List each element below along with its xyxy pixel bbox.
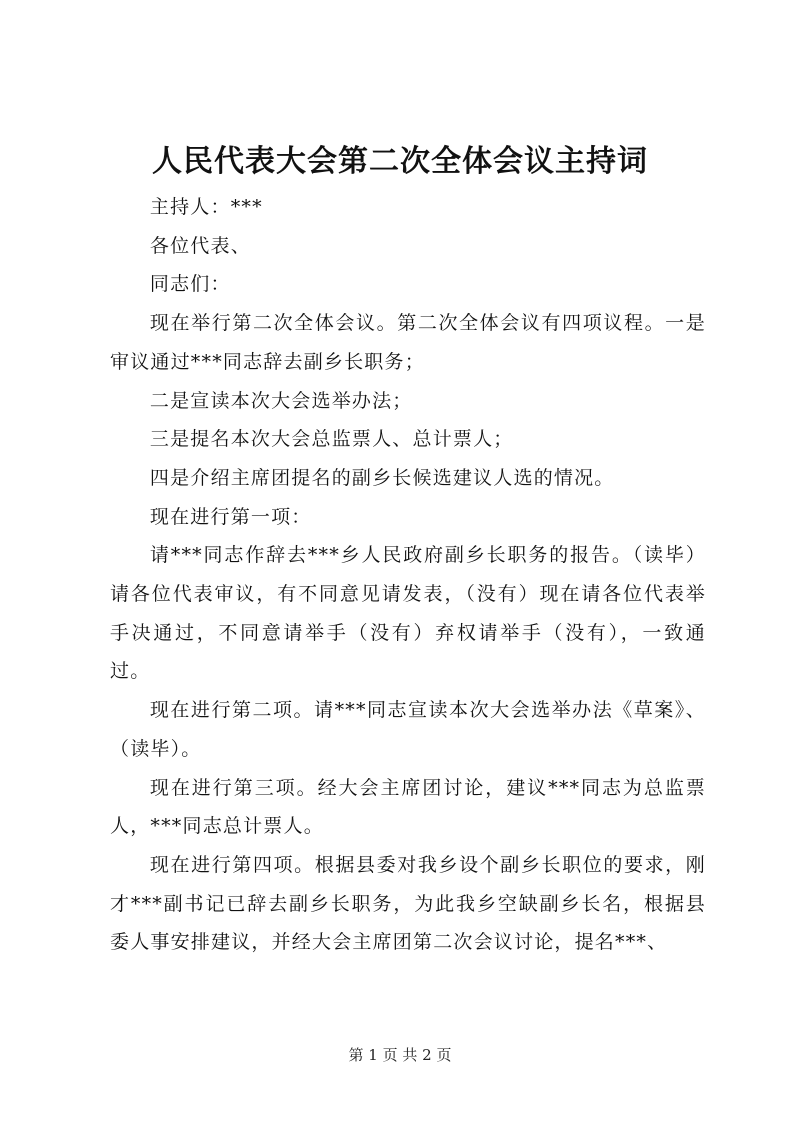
paragraph-agenda-item-2: 二是宣读本次大会选举办法； [149, 389, 413, 412]
paragraph-item-3: 现在进行第三项。经大会主席团讨论，建议***同志为总监票人，***同志总计票人。 [110, 776, 706, 838]
paragraph-agenda-intro: 现在举行第二次全体会议。第二次全体会议有四项议程。一是审议通过***同志辞去副乡长职务； [110, 312, 706, 373]
paragraph-agenda-item-3: 三是提名本次大会总监票人、总计票人； [149, 428, 514, 451]
paragraph-salutation-comrades: 同志们： [149, 273, 231, 296]
document-title: 人民代表大会第二次全体会议主持词 [152, 144, 648, 179]
paragraph-host: 主持人：*** [149, 196, 263, 218]
paragraph-item-2: 现在进行第二项。请***同志宣读本次大会选举办法《草案》、（读毕）。 [110, 699, 706, 760]
paragraph-agenda-item-4: 四是介绍主席团提名的副乡长候选建议人选的情况。 [149, 466, 615, 489]
paragraph-salutation-delegates: 各位代表、 [149, 234, 251, 257]
document-body [110, 188, 706, 962]
paragraph-item-4: 现在进行第四项。根据县委对我乡设个副乡长职位的要求，刚才***副书记已辞去副乡长职务，为此我乡空缺副乡长名，根据县委人事安排建议，并经大会主席团第二次会议讨论，提名***、 [110, 853, 706, 954]
page-footer: 第 1 页 共 2 页 [348, 1046, 452, 1064]
paragraph-item-1-body: 请***同志作辞去***乡人民政府副乡长职务的报告。（读毕）请各位代表审议，有不同意见请发表，（没有）现在请各位代表举手决通过，不同意请举手（没有）弃权请举手（没有），一致通过。 [110, 544, 706, 683]
paragraph-item-1-heading: 现在进行第一项： [149, 505, 312, 528]
